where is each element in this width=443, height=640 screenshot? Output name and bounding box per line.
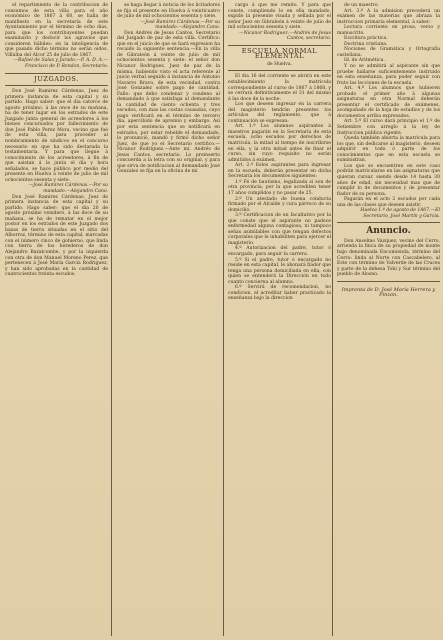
edict-text: Don José Ramirez Cárdenas, Juez de primera instancia de esta capital y su partido. Hago saber: que el dia catorce de agosto próximo, á las once de su mañana, ha de tener lugar en los estrados de este Juzgado junta general de acreedores á los bienes concursados por fallecimiento de don José Pablo Perez Mora, vecino que fué de esta villa, para proceder al nombramiento de síndicos en el concurso necesario en que ha sido declarada la testamentaría. Y para que llegue á conocimiento de los acreedores, á fin de que asistan á la junta el dia y hora señalados, se hace público por medio del presente en Huelva á veinte de julio de mil ochocientos sesenta y siete.: [5, 89, 108, 183]
edict-signature: —José Ramirez Cárdenas.—Por su mandado.—Alejandro Cano.: [28, 183, 108, 194]
consumos-signature: —Rafael de Salas y Jurado.—P. A. D. A.—Francisco de P. Rendon, Secretario.: [13, 58, 108, 70]
paragraph: Los que deseen ingresar en la carrera del magisterio tendrán presentes los artículos del reglamento, que á continuación se expresan:: [228, 102, 331, 124]
requirement-item: 2.º Un atestado de buena conducta firmado por el Alcalde y cura párroco de su domicilio.: [228, 196, 331, 213]
article: Art. 1.º Los alumnos aspirantes á maestros pagarán en la Secretaría de esta escuela, ocho escudos por derechos de matrícula, la mitad al tiempo de inscribirse en ella, y la otra mitad antes de finar el curso, sin cuyo requisito no serán admitidos á exámen.: [228, 124, 331, 163]
section-heading-escuela: ESCUELA NORMAL ELEMENTAL: [241, 46, 318, 61]
subject-item: Nociones de Gramática y Ortografía castellana.: [337, 47, 440, 58]
paragraph: de un maestro.: [344, 3, 379, 8]
requirement-item: 3.º Certificacion de un facultativo por la que conste que el aspirante no padece enfermedad alguna contagiosa, ni tampoco señas asimilables con que tengan defectos corporales que le inhabiliten para ejercer el magisterio.: [228, 213, 331, 246]
divider: [5, 73, 108, 74]
edict-signature: —José Ramirez Cárdenas.—Por su mandado.—Alejandro Cano.: [140, 19, 220, 31]
article: Art. 3.º A la admision precederá un exámen de las materias que abraza la instruccion primaria elemental, á saber:: [337, 8, 440, 25]
edict-continuation: se haga llegar á noticia de los licitadores se fija el presente en Huelva á veinticuatro de julio de mil ochocientos sesenta y siete.: [117, 3, 220, 20]
paragraph: Pagarán en el acto 2 escudos por cada una de las clases que deseen asistir.: [337, 197, 440, 208]
consumos-notice: el repartimiento de la contribucion de consumos de esta villa para el año económico de 1867 á 68, se halla de manifiesto en la secretaría de este Ayuntamiento por el término de ocho dias, para que los contribuyentes puedan examinarlo y deducir los agravios que consideren hábiles: en la inteligencia de que pasado dicho término no serán oidos. Villalba del Alcor 25 de julio de 1867.: [5, 3, 108, 58]
paragraph: Queda también abierta la matrícula para los que, sin dedicarse al magisterio, deseen adquirir en todo ó parte de los conocimientos que en esta escuela se suministran.: [337, 136, 440, 164]
column-3: [228, 3, 331, 302]
advertisement-text: Don Anselmo Vazquez, vecino del Cerro, arrienda la finca de su propiedad de monte bajo denominada Encomienda, término del Cerro: linda al Norte con Cascabelero, al Este con término de Valverde de las Cruces y parte de la dehesa Tobi y Sur término del pueblo de Alosno.: [337, 238, 440, 278]
article: Art. 5.º El curso dará principio el 1.º de Setiembre con arreglo á la ley de Instruccion pública vigente.: [337, 119, 440, 136]
requirement-item: 1.º Fé de bautismo, legalizada si son de otra provincia, por la que acrediten tener 17 años cumplidos y no pasar de 25.: [228, 179, 331, 196]
section-subheading: de Huelva.: [266, 61, 293, 67]
school-signature: Huelva 1.º de agosto de 1867.—El Secretario, José Martín y Garcia.: [360, 208, 440, 219]
edict-continuation: cargo á que me remito. Y para que conste, cumpliendo lo en ella mandado, expido la presente visada y sellada por el señor Juez en Gibraleón á veinte de julio de mil ochocientos sesenta y siete.: [228, 3, 331, 31]
section-heading-juzgados: JUZGADOS.: [34, 74, 79, 83]
paragraph: Y no se admitirá al aspirante sin que pruebe hallarse suficientemente instruido en esta enseñanza, para poder seguir con fruto las lecciones de la escuela.: [337, 64, 440, 86]
divider: [5, 85, 108, 86]
subject-item: Lectura corriente en prosa, verso y manuscrito.: [337, 25, 440, 36]
column-rule: [223, 2, 224, 636]
subject-item: Id. de Aritmética.: [344, 58, 385, 64]
column-rule: [332, 2, 333, 636]
column-rule: [111, 2, 112, 636]
column-1: [5, 3, 108, 278]
section-heading-anuncio: Anuncio.: [366, 226, 411, 237]
edict-signature: —Nicanor Rodriguez.—Andrés de Jesus Cantos, secretario.: [239, 30, 331, 42]
edict-text: Don Andrés de Jesus Cantos, Secretario del Juzgado de paz de esta villa. Certifico: que en el juicio de que se hará espresion ha recaido la siguiente sentencia.—En la villa de Gibraleón á veinte de julio de mil ochocientos sesenta y siete: el señor don Nicanor Rodriguez, Juez de paz de la misma, habiendo visto el acta referente al juicio verbal seguido á instancia de Antonio Navarro Bravo, de esta vecindad, contra José Gonzalez sobre pago de cantidad. Fallo: que debo condenar y condeno al demandado á que satisfaga al demandante la cantidad de ciento ochenta y tres escudos, con mas las costas causadas, cuyo pago verificará en el término de tercero dia, apercibido de apremio y embargo. Así por esta sentencia que se notificará en estrados, por estar rebelde el demandado, lo pronunció, mandó y firmó dicho señor Juez, de que yo el Secretario certifico.—Nicanor Rodriguez.—Ante mí, Andrés de Jesus Cantos, secretario. Lo preinserto concuerda a la letra con su original, y para que sirva de notificacion al demandado José Gonzalez se fija en la oficina de mi: [117, 30, 220, 175]
requirement-item: 6.º Servirá de recomendacion, no condicion, el acreditar haber practicado la enseñanza bajo la direccion: [228, 285, 331, 302]
paragraph: Los que se encuentren en este caso podrán matricularse en las asignaturas que quieran cursar, siendo desde 14 hasta 30 años de edad, sin necesidad mas que de cumplir lo de documentos y de presentar fiador de su persona.: [337, 163, 440, 197]
edict-text: Don José Ramirez Cárdenas, Juez de primera instancia de esta capital y su partido. Hago saber: que el dia 20 de agosto próximo venidero, á las doce de su mañana, se ha de rematar en el mejor postor en los estrados de este Juzgado dos hazas de tierra situadas en el sitio del Alborroz, término de esta capital, marcadas con el número cinco de gobierno, que linda con tierra de los herederos de don Alejandro Bazalcombe, y por la izquierda con otra de don Manuel Moreno Perez, que pertenecen á José María Garcia Rodriguez, y han sido aprobadas en la cantidad de cuatrocientos treinta escudos.: [5, 194, 108, 278]
subject-item: Escritura práctica.: [344, 36, 388, 42]
paragraph: El dia 16 del corriente se abrirá en este establecimiento la matrícula correspondiente al curso de 1867 á 1868, y se cerrará definitivamente el 31 del mismo á las doce de la noche.: [228, 74, 331, 102]
printer-imprint: Imprenta de D. José María Herrera y Pinzon.: [341, 286, 436, 299]
article: Art. 4.º Los alumnos que hubieren probado el primer año á algunas asignaturas en otra Normal deberán presentar el certificado de exámenes, acompañado de la hoja de estudios y de los documentos arriba expresados.: [337, 86, 440, 119]
subject-item: Doctrina cristiana.: [344, 41, 388, 47]
divider: [228, 45, 331, 46]
divider: [228, 70, 331, 71]
requirement-item: 4.º Autorizacion del padre, tutor ó encargado, para seguir la carrera.: [228, 246, 331, 257]
requirement-item: 5.º Si el padre, tutor ó encargado no reside en esta capital, le abonará fiador que tenga una persona domiciliada en ella, con quien se entenderá la Dirección en todo cuanto concierna al alumno.: [228, 257, 331, 285]
column-4: [337, 3, 440, 299]
article: Art. 2.º Estos aspirantes para ingresar en la escuela, deberán presentar en dicha Secretaría los documentos siguientes:: [228, 163, 331, 180]
column-2: [117, 3, 220, 175]
divider: [337, 222, 440, 223]
divider: [337, 281, 440, 282]
